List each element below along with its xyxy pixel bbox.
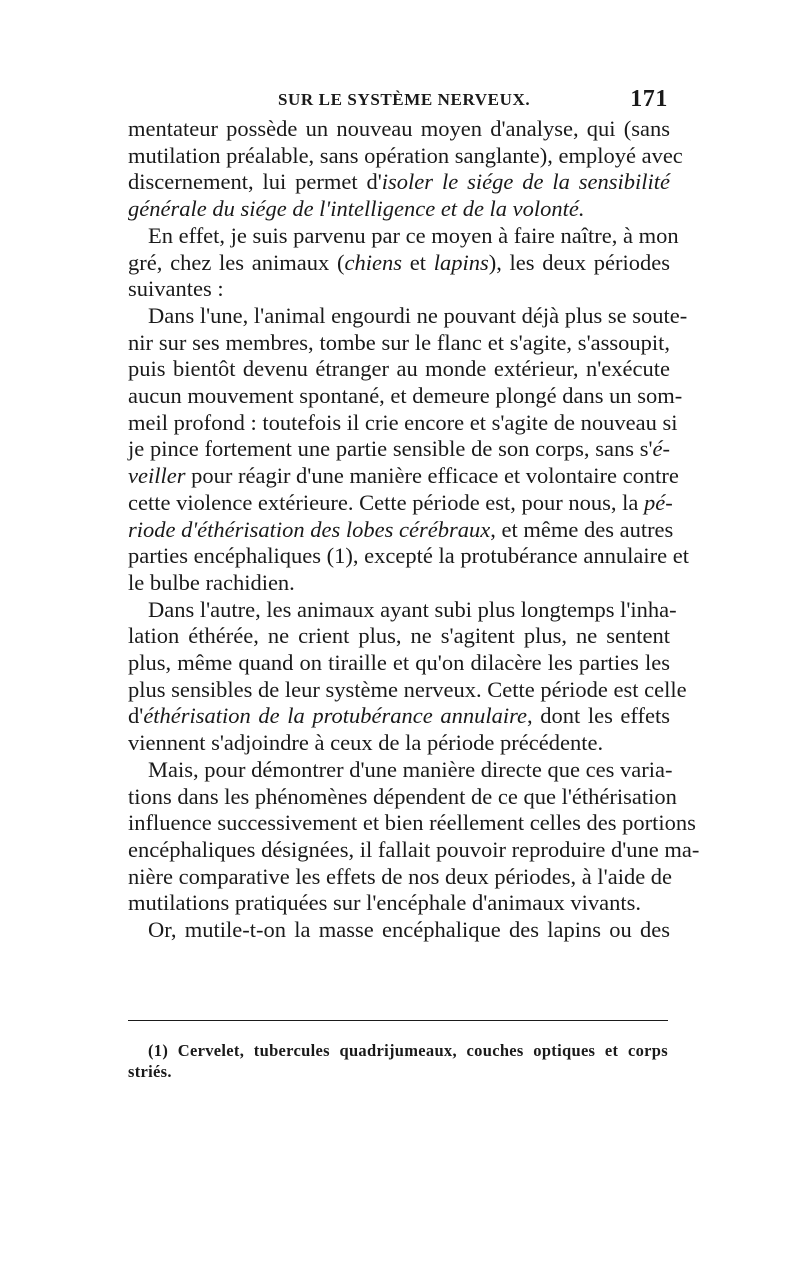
text-line xyxy=(128,436,670,463)
text-line: mutilation préalable, sans opération sanglante), employé avec xyxy=(128,142,683,168)
text-run: , dont les effets xyxy=(527,703,670,729)
text-line: encéphaliques désignées, il fallait pouvoir reproduire d'une ma- xyxy=(128,836,700,862)
book-page xyxy=(128,86,700,944)
italic-text: é- xyxy=(652,436,670,462)
text-run: discernement, lui permet d' xyxy=(128,169,382,195)
text-line: tions dans les phénomènes dépendent de ce que l'éthérisation xyxy=(128,783,677,809)
running-head xyxy=(128,88,670,116)
text-line: meil profond : toutefois il crie encore et s'agite de nouveau si xyxy=(128,409,678,435)
text-line xyxy=(128,489,673,517)
italic-text: éthérisation de la protubérance annulaire xyxy=(143,703,527,729)
text-line xyxy=(128,516,674,544)
text-run: je pince fortement une partie sensible de son corps, sans s' xyxy=(128,436,653,462)
text-line: plus, même quand on tiraille et qu'on dilacère les parties les xyxy=(128,650,670,676)
text-line: nir sur ses membres, tombe sur le flanc et s'agite, s'assoupit, xyxy=(128,329,670,355)
text-line: aucun mouvement spontané, et demeure plongé dans un som- xyxy=(128,383,683,409)
text-run: , et même des autres xyxy=(490,516,674,542)
text-line: mutilations pratiquées sur l'encéphale d'animaux vivants. xyxy=(128,890,641,916)
italic-text: lapins xyxy=(433,249,489,275)
text-run: d' xyxy=(128,703,144,729)
paragraph-1 xyxy=(128,116,683,223)
text-line xyxy=(128,250,670,277)
italic-text: veiller xyxy=(128,463,186,489)
paragraph-6 xyxy=(128,917,670,944)
text-line: Mais, pour démontrer d'une manière directe que ces varia- xyxy=(148,756,673,782)
text-line: nière comparative les effets de nos deux périodes, à l'aide de xyxy=(128,863,673,889)
text-line: parties encéphaliques (1), excepté la protubérance annulaire et xyxy=(128,543,689,569)
text-line: Or, mutile-t-on la masse encéphalique des lapins ou des xyxy=(148,917,670,943)
text-line: lation éthérée, ne crient plus, ne s'agitent plus, ne sentent xyxy=(128,623,670,649)
paragraph-5 xyxy=(128,756,700,917)
page-number: 171 xyxy=(630,86,668,112)
text-line xyxy=(128,463,679,490)
text-line: Dans l'autre, les animaux ayant subi plus longtemps l'inha- xyxy=(148,596,677,622)
footnote xyxy=(128,1040,668,1082)
text-line: viennent s'adjoindre à ceux de la période précédente. xyxy=(128,730,604,756)
body-text xyxy=(128,116,700,944)
running-title: SUR LE SYSTÈME NERVEUX. xyxy=(278,90,531,109)
text-line: le bulbe rachidien. xyxy=(128,569,295,595)
text-line: mentateur possède un nouveau moyen d'analyse, qui (sans xyxy=(128,116,670,141)
text-line: En effet, je suis parvenu par ce moyen à faire naître, à mon xyxy=(148,222,679,248)
italic-text: générale du siége de l'intelligence et de la volonté. xyxy=(128,196,585,222)
italic-text: chiens xyxy=(344,249,402,275)
text-run: cette violence extérieure. Cette période est, pour nous, la xyxy=(128,489,645,515)
paragraph-2 xyxy=(128,222,679,303)
text-line: plus sensibles de leur système nerveux. Cette période est celle xyxy=(128,676,687,702)
text-line: puis bientôt devenu étranger au monde extérieur, n'exécute xyxy=(128,356,670,382)
text-line: suivantes : xyxy=(128,276,224,302)
footnote-line: striés. xyxy=(128,1062,172,1081)
text-line xyxy=(128,703,670,730)
italic-text: isoler le siége de la sensibilité xyxy=(381,169,670,195)
italic-text: pé- xyxy=(644,489,673,515)
text-line xyxy=(128,169,670,196)
italic-text: riode d'éthérisation des lobes cérébraux xyxy=(128,516,491,542)
text-line xyxy=(128,196,670,223)
text-run: et xyxy=(401,249,434,275)
paragraph-4 xyxy=(128,596,687,757)
paragraph-3 xyxy=(128,302,689,597)
text-run: pour réagir d'une manière efficace et volontaire contre xyxy=(185,463,679,489)
text-run: ), les deux périodes xyxy=(488,249,670,275)
text-run: gré, chez les animaux ( xyxy=(128,249,345,275)
footnote-line: (1) Cervelet, tubercules quadrijumeaux, couches optiques et corps xyxy=(148,1041,668,1060)
text-line: influence successivement et bien réellement celles des portions xyxy=(128,810,696,836)
footnote-rule xyxy=(128,1020,668,1021)
text-line: Dans l'une, l'animal engourdi ne pouvant déjà plus se soute- xyxy=(148,302,688,328)
